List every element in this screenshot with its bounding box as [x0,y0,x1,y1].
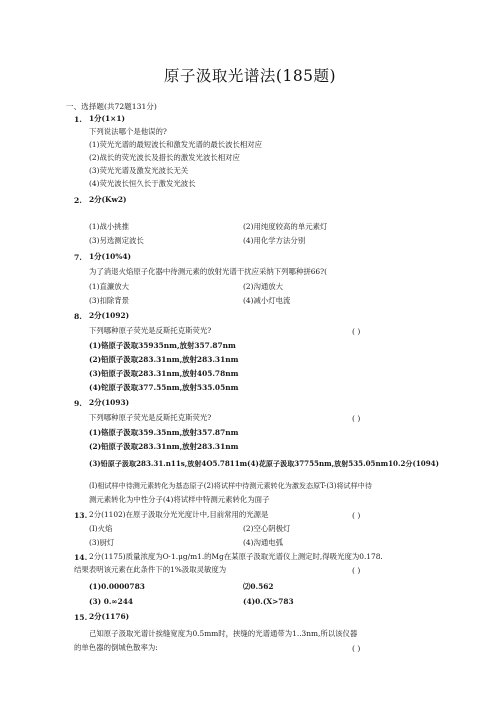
q1-score: 1分(1×1) [89,114,126,123]
q13-option-2: (2)空心阴极灯 [243,524,291,533]
q13-stem: 2分(1102)在原子汲取分光光度计中,目前常用的光源是 [89,510,269,519]
q8-stem: 下列哪种原子荧光是反斯托克斯荧光? [89,326,212,335]
q1-number: 1. [74,115,82,124]
q13-option-1: (I)火焰 [89,524,113,533]
q14-option-2: ⑵0.562 [243,582,274,591]
q10-text-line-2: 测元素转化为中性分子(4)将试样中特测元素转化为面子 [89,495,270,504]
q2-option-3: (3)另选测定波长 [89,236,144,245]
q15-stem-line-2: 的单色器的倒城色散率为: [74,643,158,652]
q9-number: 9. [74,399,82,408]
section-heading: 一、选择题(共72题131分) [66,102,157,111]
q2-option-2: (2)用纯度较高的单元素灯 [243,222,328,231]
q14-answer-blank: ( ) [352,566,361,575]
q14-number: 14. [74,553,88,562]
q15-answer-blank: ( ) [352,644,361,653]
q8-option-4: (4)铊原子汲取377.55nm,放射535.05nm [89,383,239,392]
q9-stem: 下列哪种原子荧光是反斯托克斯荧光? [89,413,212,422]
q2-score: 2分(Kw2) [89,195,127,204]
q9-option-3: (3)铅原子汲取283.31.n11s,放射4O5.7811m(4)花原子汲取37755nm,放射535.05nm10.2分(1094) [89,459,439,468]
q8-answer-blank: ( ) [352,327,361,336]
q10-text-line-1: (I)相试样中待测元素转化为基态原子(2)将试样中待测元素转化为激发态原T-(3)将试样中待 [89,481,372,490]
q15-stem: 己知原子汲取光谱计挨缝宽度为0.5mm时，挟缝的光谱通带为1..3nm,所以该仪器 [89,629,358,638]
q13-answer-blank: ( ) [352,511,361,520]
q8-option-2: (2)铅原子汲取283.31nm,放射283.31nm [89,355,239,364]
q9-score: 2分(1093) [89,398,130,407]
q13-number: 13. [74,511,88,520]
q7-number: 7. [74,253,82,262]
q1-option-2: (2)战长的荧光波长及措长的激发光波长相对应 [89,153,240,162]
q7-score: 1分(10%4) [89,252,131,261]
q7-option-1: (1)直濂放大 [89,282,130,291]
q8-score: 2分(1092) [89,311,130,320]
q9-option-1: (1)铬原子汲取359.35nm,放射357.87nm [89,428,239,437]
q1-option-1: (1)荧光光谱的最短波长和激发光谱的最长波长相对应 [89,140,263,149]
q9-option-2: (2)铅原子汲取283.31nm,放射283.31nm [89,442,239,451]
q1-option-4: (4)荧光波长恒久长于激发光波长 [89,179,196,188]
q2-option-4: (4)用化学方法分别 [243,236,306,245]
q7-stem: 为了消退火焰原子化器中待测元素的放射光谱干扰应采纳下列哪种拼66?( [89,267,327,276]
q14-option-4: (4)0.(X>783 [243,597,294,606]
q7-option-4: (4)减小灯电流 [243,296,291,305]
q14-stem-line-2: 结果表明该元素在此条件下的1%汲取灵敏度为 [74,565,227,574]
q1-option-3: (3)荧光光谱及激发光波长无关 [89,166,189,175]
q15-score: 2分(1176) [89,612,130,621]
q13-option-3: (3)厨灯 [89,538,115,547]
page-title: 原子汲取光谱法(185题) [163,67,337,85]
q14-option-3: (3) 0.∞244 [89,597,134,606]
q14-stem: 2分(1175)质量浓度为O·1.μg/m1.的Mg在某原子汲取光谱仪上测定时,得吸光度为0.178. [89,552,383,561]
q7-option-3: (3)扣除背景 [89,296,130,305]
q2-option-1: (1)战小挑推 [89,222,130,231]
q9-answer-blank: ( ) [352,414,361,423]
q15-number: 15. [74,613,88,622]
q8-option-3: (3)铅原子汲取283.31nm,放射405.78nm [89,369,239,378]
q14-option-1: (1)0.0000783 [89,582,145,591]
q13-option-4: (4)沟通电弧 [243,538,284,547]
q1-stem: 下列说法哪个是他误的? [89,127,167,136]
q2-number: 2. [74,196,82,205]
q7-option-2: (2)沟通放大 [243,282,284,291]
q8-number: 8. [74,312,82,321]
q8-option-1: (1)铬原子汲取35935nm,放射357.87nm [89,341,236,350]
